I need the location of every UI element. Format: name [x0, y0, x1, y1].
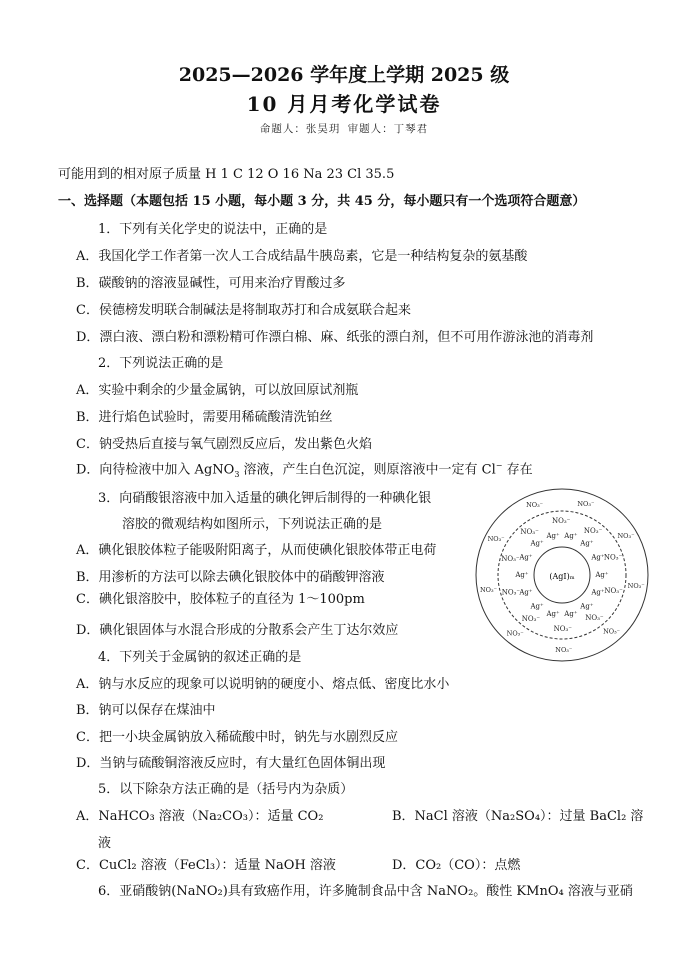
nitrate-ion-label: NO₃⁻	[617, 531, 635, 540]
silver-ion-label: Ag⁺	[515, 571, 529, 579]
question-3-option-a: A．碘化银胶体粒子能吸附阳离子，从而使碘化银胶体带正电荷	[76, 543, 437, 558]
silver-ion-label: Ag⁺	[591, 553, 605, 562]
question-1-option-d: D．漂白液、漂白粉和漂粉精可作漂白棉、麻、纸张的漂白剂，但不可用作游泳池的消毒剂	[76, 330, 594, 345]
question-5-option-a: A．NaHCO₃ 溶液（Na₂CO₃）：适量 CO₂	[76, 809, 324, 824]
nitrate-ion-label: NO₃⁻	[552, 517, 571, 525]
exam-authors: 命题人：张昊玥 审题人：丁琴君	[259, 123, 429, 135]
question-1-option-a: A．我国化学工作者第一次人工合成结晶牛胰岛素，它是一种结构复杂的氨基酸	[76, 249, 528, 264]
nitrate-ion-label: NO₃⁻	[603, 627, 621, 636]
question-3-option-d: D．碘化银固体与水混合形成的分散系会产生丁达尔效应	[76, 623, 399, 638]
question-3-stem-line2: 溶胶的微观结构如图所示，下列说法正确的是	[122, 517, 383, 532]
question-1-stem: 1．下列有关化学史的说法中，正确的是	[98, 222, 328, 237]
exam-subtitle: 10 月月考化学试卷	[246, 92, 442, 116]
question-2-option-b: B．进行焰色试验时，需要用稀硫酸清洗铂丝	[76, 410, 333, 425]
nitrate-ion-label: NO₃⁻	[627, 582, 645, 591]
section-title: 一、选择题（本题包括 15 小题，每小题 3 分，共 45 分，每小题只有一个选项符合题意）	[58, 194, 586, 209]
nitrate-ion-label: NO₃⁻	[553, 625, 572, 633]
question-2-stem: 2．下列说法正确的是	[98, 356, 224, 371]
question-2-option-a: A．实验中剩余的少量金属钠，可以放回原试剂瓶	[76, 383, 359, 398]
question-4-stem: 4．下列关于金属钠的叙述正确的是	[98, 650, 302, 665]
question-5-option-d: D．CO₂（CO）：点燃	[392, 858, 521, 873]
agi-colloid-diagram	[472, 485, 652, 665]
question-5-option-b-cont: 液	[98, 836, 112, 851]
question-4-option-b: B．钠可以保存在煤油中	[76, 703, 216, 718]
question-5-option-b: B．NaCl 溶液（Na₂SO₄）：过量 BaCl₂ 溶	[392, 809, 644, 824]
nitrate-ion-label: NO₃⁻	[487, 535, 505, 544]
question-3-option-c: C．碘化银溶胶中，胶体粒子的直径为 1～100pm	[76, 592, 365, 607]
silver-ion-label: Ag⁺	[591, 588, 605, 597]
question-4-option-a: A．钠与水反应的现象可以说明钠的硬度小、熔点低、密度比水小	[76, 677, 450, 692]
question-4-option-c: C．把一小块金属钠放入稀硫酸中时，钠先与水剧烈反应	[76, 730, 398, 745]
nitrate-ion-label: NO₃⁻	[555, 646, 573, 654]
nitrate-ion-label: NO₃⁻	[479, 585, 498, 594]
nitrate-ion-label: NO₃⁻	[501, 555, 520, 563]
question-1-option-c: C．侯德榜发明联合制碱法是将制取苏打和合成氨联合起来	[76, 303, 411, 318]
nitrate-ion-label: NO₃⁻	[501, 588, 521, 597]
nitrate-ion-label: NO₃⁻	[526, 501, 544, 510]
question-2-option-c: C．钠受热后直接与氧气剧烈反应后，发出紫色火焰	[76, 437, 372, 452]
atomic-masses: 可能用到的相对原子质量 H 1 C 12 O 16 Na 23 Cl 35.5	[58, 167, 395, 182]
question-5-option-c: C．CuCl₂ 溶液（FeCl₃）：适量 NaOH 溶液	[76, 858, 336, 873]
exam-title: 2025—2026 学年度上学期 2025 级	[178, 64, 510, 86]
question-6-stem: 6．亚硝酸钠(NaNO₂)具有致癌作用，许多腌制食品中含 NaNO₂。酸性 KMnO₄ 溶液与亚硝	[98, 884, 633, 899]
silver-ion-label: Ag⁺	[580, 602, 594, 611]
nitrate-ion-label: NO₃⁻	[585, 614, 604, 623]
nitrate-ion-label: NO₃⁻	[577, 499, 595, 508]
nitrate-ion-label: NO₃⁻	[603, 553, 623, 562]
silver-ion-label: Ag⁺	[530, 602, 544, 611]
silver-ion-label: Ag⁺	[546, 610, 560, 618]
question-3-stem-line1: 3．向硝酸银溶液中加入适量的碘化钾后制得的一种碘化银	[98, 491, 432, 506]
silver-ion-label: Ag⁺	[519, 588, 533, 597]
nitrate-ion-label: NO₃⁻	[506, 629, 524, 638]
silver-ion-label: Ag⁺	[519, 553, 533, 562]
question-5-stem: 5．以下除杂方法正确的是（括号内为杂质）	[98, 782, 354, 797]
question-1-option-b: B．碳酸钠的溶液显碱性，可用来治疗胃酸过多	[76, 276, 346, 291]
nitrate-ion-label: NO₃⁻	[521, 615, 541, 624]
silver-ion-label: Ag⁺	[564, 532, 578, 540]
silver-ion-label: Ag⁺	[580, 539, 594, 548]
silver-ion-label: Ag⁺	[595, 571, 609, 579]
silver-ion-label: Ag⁺	[530, 539, 544, 548]
core-label: (AgI)ₘ	[549, 572, 575, 581]
nitrate-ion-label: NO₃⁻	[583, 526, 603, 535]
question-4-option-d: D．当钠与硫酸铜溶液反应时，有大量红色固体铜出现	[76, 756, 386, 771]
nitrate-ion-label: NO₃⁻	[604, 587, 623, 595]
silver-ion-label: Ag⁺	[564, 610, 578, 618]
nitrate-ion-label: NO₃⁻	[520, 527, 539, 536]
question-3-option-b: B．用渗析的方法可以除去碘化银胶体中的硝酸钾溶液	[76, 570, 385, 585]
silver-ion-label: Ag⁺	[546, 532, 560, 540]
question-2-option-d: D．向待检液中加入 AgNO$_3$ 溶液，产生白色沉淀，则原溶液中一定有 Cl− 存在	[76, 461, 533, 479]
